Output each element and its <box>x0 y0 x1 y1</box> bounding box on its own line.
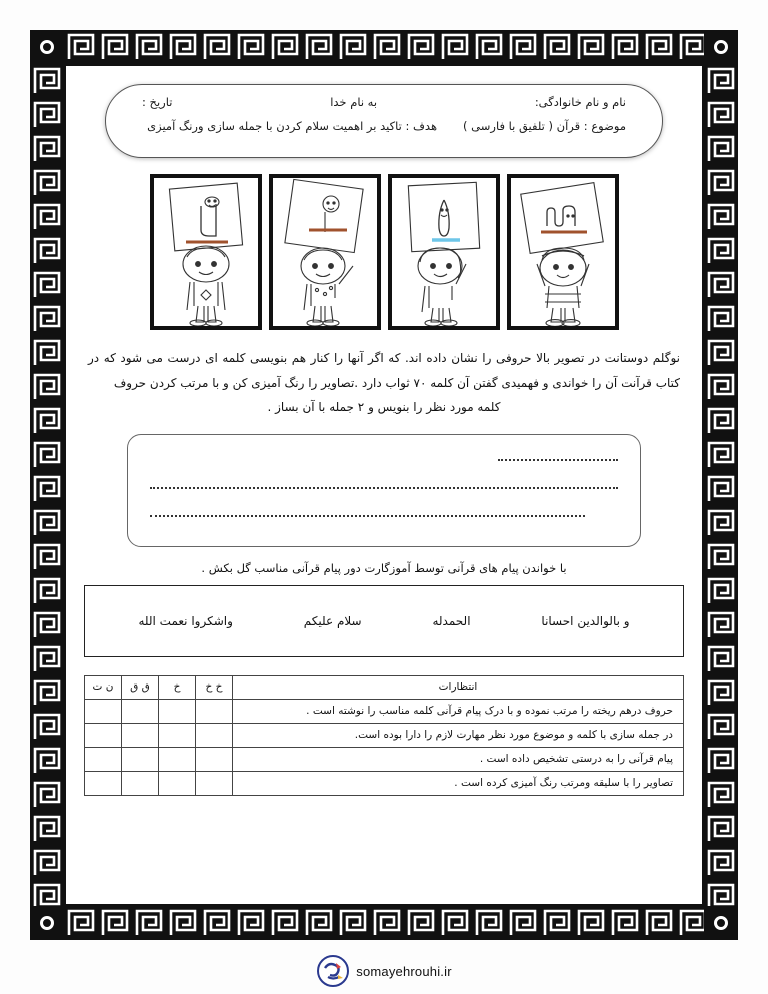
grade-cell[interactable] <box>159 747 196 771</box>
grade-cell[interactable] <box>159 699 196 723</box>
expectation-text: حروف درهم ریخته را مرتب نموده و با درک پیام قرآنی کلمه مناسب را نوشته است . <box>233 699 684 723</box>
quran-phrases-box <box>84 585 684 657</box>
table-row <box>85 723 684 747</box>
column-header-expectations: انتظارات <box>233 675 684 699</box>
corner-ring-top-right <box>704 30 738 64</box>
grade-cell[interactable] <box>85 747 122 771</box>
footer <box>0 954 768 988</box>
grade-cell[interactable] <box>196 723 233 747</box>
panel-letter-1 <box>150 174 262 330</box>
grade-cell[interactable] <box>122 699 159 723</box>
grade-cell[interactable] <box>85 723 122 747</box>
answer-line-2[interactable] <box>150 487 618 489</box>
table-row <box>85 699 684 723</box>
table-row <box>85 771 684 795</box>
bismillah-text: به نام خدا <box>330 95 378 109</box>
goal-label: هدف : تاکید بر اهمیت سلام کردن با جمله سازی ورنگ آمیزی <box>147 119 438 133</box>
table-row <box>85 747 684 771</box>
expectation-text: پیام قرآنی را به درستی تشخیص داده است . <box>233 747 684 771</box>
column-header-grade-2: خ <box>159 675 196 699</box>
grade-cell[interactable] <box>85 771 122 795</box>
corner-ring-bottom-right <box>704 906 738 940</box>
grade-cell[interactable] <box>122 747 159 771</box>
subject-label: موضوع : قرآن ( تلفیق با فارسی ) <box>463 119 626 133</box>
decorative-frame <box>30 30 738 940</box>
phrase-item[interactable]: و بالوالدین احسانا <box>541 613 630 628</box>
answer-box[interactable] <box>127 434 641 547</box>
corner-ring-bottom-left <box>30 906 64 940</box>
grade-cell[interactable] <box>196 771 233 795</box>
grade-cell[interactable] <box>159 771 196 795</box>
instruction-paragraph <box>88 346 680 420</box>
quran-instruction: با خواندن پیام های قرآنی توسط آموزگارت دور پیام قرآنی مناسب گل بکش . <box>201 560 567 575</box>
instruction-line-3: کلمه مورد نظر را بنویس و ۲ جمله با آن بساز . <box>267 400 501 415</box>
column-header-grade-1: خ خ <box>196 675 233 699</box>
meander-border-right <box>704 30 738 940</box>
meander-border-left <box>30 30 64 940</box>
panel-letter-3 <box>388 174 500 330</box>
panel-letter-4 <box>507 174 619 330</box>
worksheet-content <box>66 64 702 906</box>
instruction-line-1: نوگلم دوستانت در تصویر بالا حروفی را نشان داده اند. که اگر آنها را کنار هم بنویسی کلمه ای درست می شود که در <box>88 351 680 365</box>
student-name-label: نام و نام خانوادگی: <box>534 95 626 109</box>
table-header-row <box>85 675 684 699</box>
header-box <box>105 84 663 158</box>
expectations-table <box>84 675 684 796</box>
instruction-line-2: کتاب قرآنت آن را خواندی و فهمیدی گفتن آن کلمه ۷۰ ثواب دارد .تصاویر را رنگ آمیزی کن و با مرتب کردن حروف <box>113 375 680 390</box>
column-header-grade-4: ن ت <box>85 675 122 699</box>
expectation-text: تصاویر را با سلیقه ومرتب رنگ آمیزی کرده است . <box>233 771 684 795</box>
panel-letter-2 <box>269 174 381 330</box>
corner-ring-top-left <box>30 30 64 64</box>
grade-cell[interactable] <box>85 699 122 723</box>
answer-line-3[interactable] <box>150 515 585 517</box>
grade-cell[interactable] <box>196 699 233 723</box>
grade-cell[interactable] <box>122 771 159 795</box>
grade-cell[interactable] <box>122 723 159 747</box>
meander-border-top <box>30 30 738 64</box>
date-label: تاریخ : <box>142 95 173 109</box>
meander-border-bottom <box>30 906 738 940</box>
expectation-text: در جمله سازی با کلمه و موضوع مورد نظر مهارت لازم را دارا بوده است. <box>233 723 684 747</box>
grade-cell[interactable] <box>196 747 233 771</box>
phrase-item[interactable]: واشکروا نعمت الله <box>138 613 233 628</box>
phrase-item[interactable]: سلام علیکم <box>303 613 362 628</box>
phrase-item[interactable]: الحمدله <box>432 613 471 628</box>
site-url[interactable]: somayehrouhi.ir <box>356 963 452 979</box>
illustration-panels <box>84 174 684 330</box>
site-logo-icon <box>316 954 350 988</box>
answer-line-1[interactable] <box>498 459 618 461</box>
column-header-grade-3: ق ق <box>122 675 159 699</box>
grade-cell[interactable] <box>159 723 196 747</box>
